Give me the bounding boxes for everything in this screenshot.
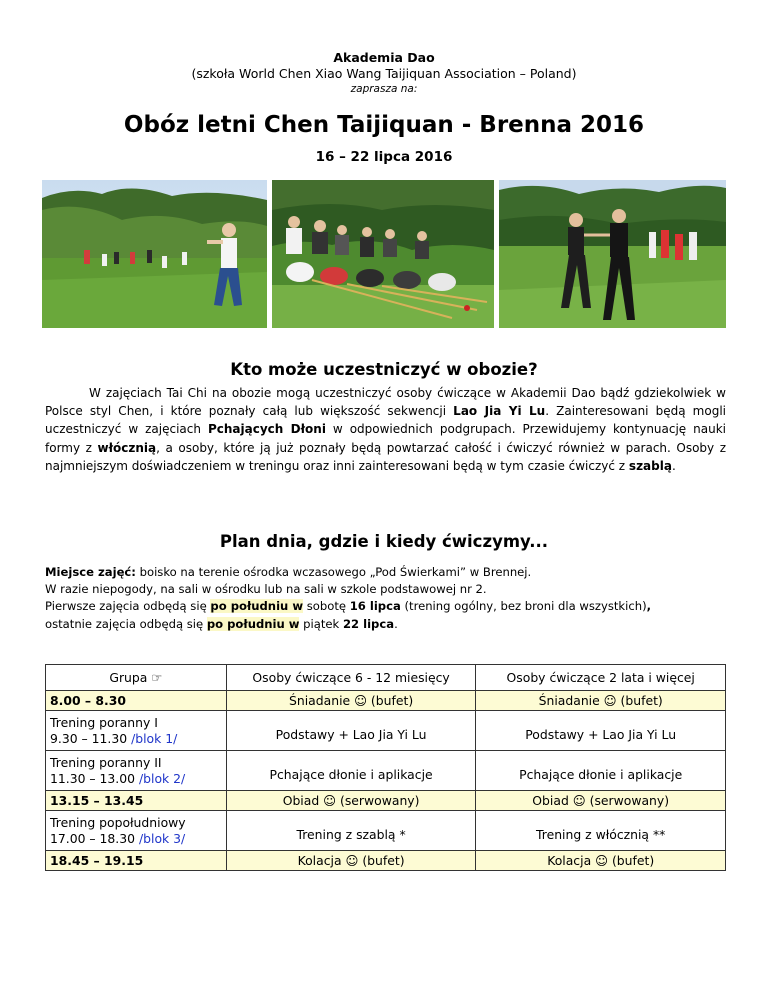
- table-cell-time: 18.45 – 19.15: [46, 851, 227, 871]
- header: [0, 50, 768, 166]
- table-cell: Trening z włócznią **: [476, 811, 726, 851]
- section-paragraph-who: W zajęciach Tai Chi na obozie mogą uczestniczyć osoby ćwiczące w Akademii Dao bądź gdziekolwiek w Polsce styl Chen, i które poznały całą lub większość sekwencji Lao Jia Yi Lu. Zainteresowani będą mogli uczestniczyć w zajęciach Pchających Dłoni w odpowiednich podgrupach. Przewidujemy kontynuację nauki formy z włócznią, a osoby, które ją już poznały będą powtarzać całość i ćwiczyć również w parach. Osoby z najmniejszym doświadczeniem w treningu oraz inni zainteresowani będą w tym czasie ćwiczyć z szablą.: [45, 386, 727, 473]
- first-class-line: Pierwsze zajęcia odbędą się po południu w sobotę 16 lipca (trening ogólny, bez broni dla wszystkich),: [45, 599, 652, 614]
- photo-push-hands: [499, 180, 726, 328]
- table-cell: Pchające dłonie i aplikacje: [476, 751, 726, 791]
- table-cell-time: Trening poranny II 11.30 – 13.00 /blok 2/: [46, 751, 227, 791]
- table-header-row: [46, 665, 726, 691]
- section-heading-who: Kto może uczestniczyć w obozie?: [230, 360, 538, 379]
- table-cell: Pchające dłonie i aplikacje: [226, 751, 476, 791]
- organization-name: Akademia Dao: [333, 50, 435, 65]
- last-class-line: ostatnie zajęcia odbędą się po południu w piątek 22 lipca.: [45, 616, 398, 631]
- table-row: [46, 811, 726, 851]
- photo-group-form-practice: [42, 180, 267, 328]
- table-cell: Kolacja ☺ (bufet): [476, 851, 726, 871]
- table-cell-time: Trening poranny I 9.30 – 11.30 /blok 1/: [46, 711, 227, 751]
- table-cell-time: Trening popołudniowy 17.00 – 18.30 /blok 3/: [46, 811, 227, 851]
- event-dates: 16 – 22 lipca 2016: [315, 149, 453, 165]
- table-row: [46, 851, 726, 871]
- table-header-cell: Grupa ☞: [46, 665, 227, 691]
- table-header-cell: Osoby ćwiczące 6 - 12 miesięcy: [226, 665, 476, 691]
- photo-strip: [42, 180, 726, 328]
- table-cell: Trening z szablą *: [226, 811, 476, 851]
- section-heading-plan: Plan dnia, gdzie i kiedy ćwiczymy...: [219, 532, 549, 551]
- table-row: [46, 751, 726, 791]
- table-row: [46, 791, 726, 811]
- schedule-table: [45, 664, 726, 871]
- table-cell: Podstawy + Lao Jia Yi Lu: [226, 711, 476, 751]
- page-title: Obóz letni Chen Taijiquan - Brenna 2016: [123, 112, 645, 138]
- table-cell: Podstawy + Lao Jia Yi Lu: [476, 711, 726, 751]
- photo-spear-training: [272, 180, 494, 328]
- invite-text: zaprasza na:: [350, 83, 418, 95]
- table-cell-time: 13.15 – 13.45: [46, 791, 227, 811]
- table-cell: Śniadanie ☺ (bufet): [476, 691, 726, 711]
- table-cell-time: 8.00 – 8.30: [46, 691, 227, 711]
- rain-line: W razie niepogody, na sali w ośrodku lub na sali w szkole podstawowej nr 2.: [45, 582, 487, 597]
- table-cell: Kolacja ☺ (bufet): [226, 851, 476, 871]
- organization-subtitle: (szkoła World Chen Xiao Wang Taijiquan Association – Poland): [191, 66, 577, 81]
- table-cell: Śniadanie ☺ (bufet): [226, 691, 476, 711]
- table-row: [46, 711, 726, 751]
- table-row: [46, 691, 726, 711]
- table-header-cell: Osoby ćwiczące 2 lata i więcej: [476, 665, 726, 691]
- table-cell: Obiad ☺ (serwowany): [476, 791, 726, 811]
- plan-details: [45, 564, 726, 633]
- place-line: Miejsce zajęć: boisko na terenie ośrodka wczasowego „Pod Świerkami” w Brennej.: [45, 565, 532, 579]
- table-cell: Obiad ☺ (serwowany): [226, 791, 476, 811]
